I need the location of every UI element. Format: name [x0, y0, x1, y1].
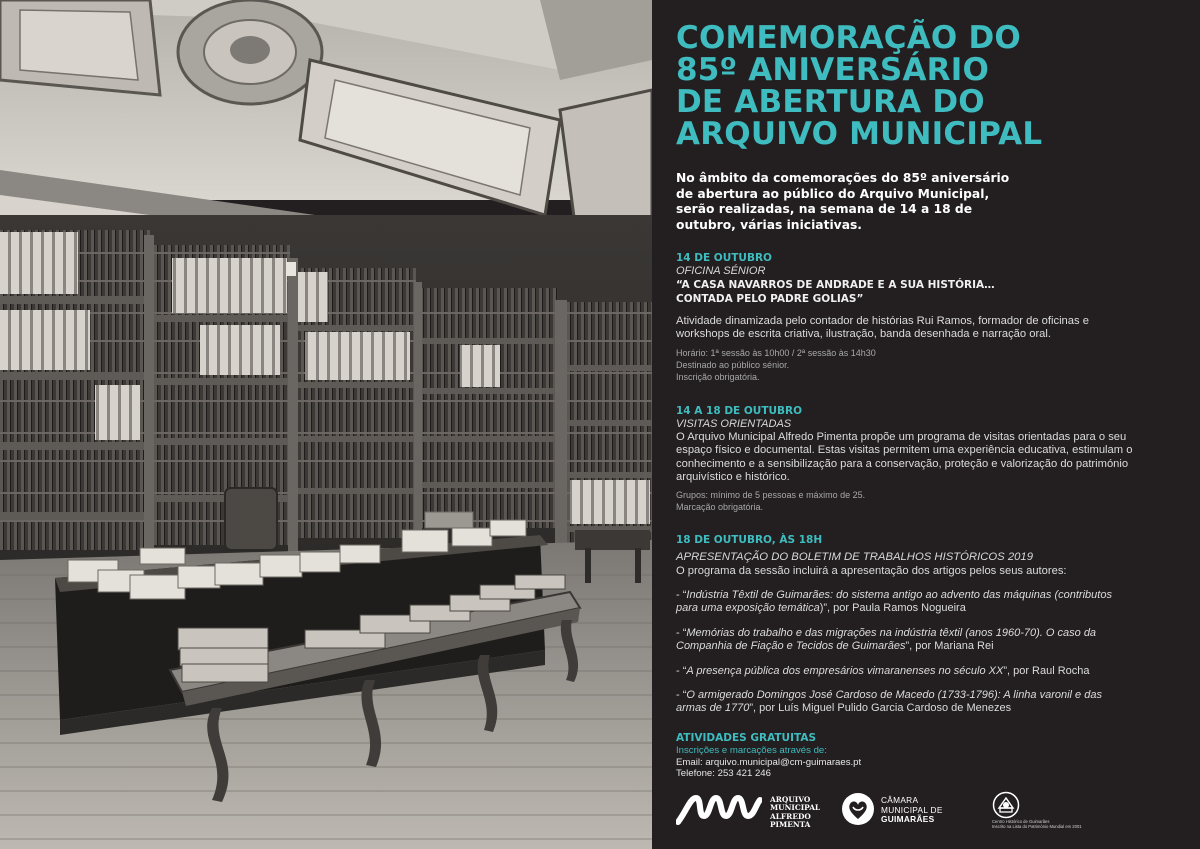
phone-number[interactable]: 253 421 246 [717, 768, 771, 779]
logo-text-line: PIMENTA [770, 820, 811, 830]
description-line: Atividade dinamizada pelo contador de histórias Rui Ramos, formador de oficinas e [676, 315, 1089, 327]
partner-logos [676, 788, 1176, 838]
intro-line: No âmbito da comemorações do 85º aniversário [676, 171, 1010, 185]
registration-info [676, 731, 1181, 780]
article-item [676, 689, 1181, 715]
logo-text-line: CÂMARA [881, 795, 919, 805]
description-line: workshops de escrita criativa, ilustração, banda desenhada e narração oral. [676, 328, 1051, 341]
event-date: 14 DE OUTUBRO [676, 252, 772, 264]
title-line: DE ABERTURA DO [676, 84, 985, 120]
title-line: COMEMORAÇÃO DO [676, 20, 1021, 56]
email-line [676, 757, 1181, 769]
article-line [676, 665, 1181, 678]
article-prefix: - “ [676, 665, 687, 678]
logo-text-line: GUIMARÃES [881, 814, 935, 825]
page-title [676, 22, 1176, 150]
contact-block [676, 745, 1181, 780]
phone-label: Telefone: [676, 768, 715, 779]
description-line: espaço físico e documental. Estas visitas permitem uma experiência educativa, estimulam o [676, 444, 1133, 457]
description-line: O Arquivo Municipal Alfredo Pimenta propõe um programa de visitas orientadas para o seu [676, 431, 1127, 443]
event-date: 14 A 18 DE OUTUBRO [676, 405, 803, 417]
article-title: O armigerado Domingos José Cardoso de Macedo (1733-1796): A linha varonil e das [686, 689, 1102, 702]
intro-line: serão realizadas, na semana de 14 a 18 de [676, 202, 973, 216]
note-line: Destinado ao público sénior. [676, 360, 790, 371]
event-notes [676, 347, 1181, 384]
event-description [676, 431, 1181, 485]
event-description [676, 315, 1181, 342]
description-line: conhecimento e a sensibilização para a conservação, proteção e valorização do património [676, 457, 1129, 470]
world-heritage-emblem-icon [992, 791, 1020, 819]
arquivo-municipal-logo-text [770, 796, 820, 830]
arquivo-municipal-logo-icon [676, 792, 762, 826]
article-prefix: - “ [676, 627, 687, 640]
intro-paragraph [676, 171, 1010, 233]
logo-text-line: MUNICIPAL DE [881, 804, 943, 815]
article-title: Indústria Têxtil de Guimarães: do sistema antigo ao advento das máquinas (contributos [686, 589, 1112, 602]
article-author: ”, por Raul Rocha [1003, 665, 1090, 678]
article-author: ”, por Mariana Rei [905, 640, 994, 653]
note-line: Marcação obrigatória. [676, 501, 764, 512]
event-notes [676, 489, 1181, 514]
camara-municipal-logo-text [881, 796, 943, 825]
email-label: Email: [676, 756, 703, 768]
event-type: VISITAS ORIENTADAS [676, 418, 792, 430]
note-line: Horário: 1ª sessão às 10h00 / 2ª sessão às 14h30 [676, 347, 876, 358]
logo-text-line: ALFREDO [770, 811, 811, 821]
article-line [676, 689, 1181, 702]
free-activities-heading: ATIVIDADES GRATUITAS [676, 732, 817, 744]
article-title: Memórias do trabalho e das migrações na indústria têxtil (anos 1960-70). O caso da [686, 627, 1097, 640]
event-title [676, 278, 1181, 306]
event-oficina-senior [676, 251, 1181, 384]
event-title-line: CONTADA PELO PADRE GOLIAS” [676, 293, 864, 305]
article-title: armas de 1770 [676, 702, 750, 715]
article-author: ”, por Luís Miguel Pulido Garcia Cardoso de Menezes [749, 702, 1012, 715]
article-title: Companhia de Fiação e Tecidos de Guimarães [676, 640, 906, 653]
description-line: arquivístico e histórico. [676, 471, 790, 484]
note-line: Inscrição obrigatória. [676, 372, 760, 383]
text-panel [652, 0, 1200, 849]
event-title-line: “A CASA NAVARROS DE ANDRADE E A SUA HISTÓRIA… [676, 279, 995, 291]
article-title: para uma exposição temática [676, 602, 820, 615]
registration-subheading: Inscrições e marcações através de: [676, 745, 827, 756]
logo-text-line: Inscrito na Lista do Património Mundial em 2001 [992, 824, 1082, 829]
event-date: 18 DE OUTUBRO, ÀS 18H [676, 534, 823, 546]
logo-text-line: MUNICIPAL [770, 803, 821, 813]
email-link[interactable]: arquivo.municipal@cm-guimaraes.pt [705, 756, 862, 768]
article-line [676, 627, 1181, 640]
article-item [676, 665, 1181, 678]
event-boletim-apresentacao [676, 533, 1181, 715]
event-type: APRESENTAÇÃO DO BOLETIM DE TRABALHOS HISTÓRICOS 2019 [676, 551, 1033, 563]
article-prefix: - “ [676, 589, 687, 602]
logo-text-line: Centro Histórico de Guimarães [992, 819, 1050, 824]
camara-municipal-heart-icon [840, 792, 876, 826]
logo-text-line: ARQUIVO [770, 795, 811, 804]
event-lead [676, 565, 1181, 578]
world-heritage-logo-text [992, 819, 1082, 829]
article-line [676, 640, 1181, 653]
intro-line: outubro, várias iniciativas. [676, 217, 862, 232]
note-line: Grupos: mínimo de 5 pessoas e máximo de 25. [676, 489, 866, 500]
title-line: ARQUIVO MUNICIPAL [676, 116, 1043, 152]
article-item [676, 589, 1181, 615]
article-author: )”, por Paula Ramos Nogueira [819, 602, 966, 615]
article-prefix: - “ [676, 689, 687, 702]
intro-line: de abertura ao público do Arquivo Municipal, [676, 186, 990, 201]
event-visitas-orientadas [676, 404, 1181, 513]
article-line [676, 602, 1181, 615]
article-title: A presença pública dos empresários vimaranenses no século XX [686, 665, 1004, 678]
article-line [676, 589, 1181, 602]
article-line [676, 702, 1181, 715]
phone-line [676, 768, 1181, 780]
lead-line: O programa da sessão incluirá a apresentação dos artigos pelos seus autores: [676, 565, 1067, 577]
event-type: OFICINA SÉNIOR [676, 265, 766, 277]
title-line: 85º ANIVERSÁRIO [676, 52, 989, 88]
article-item [676, 627, 1181, 653]
